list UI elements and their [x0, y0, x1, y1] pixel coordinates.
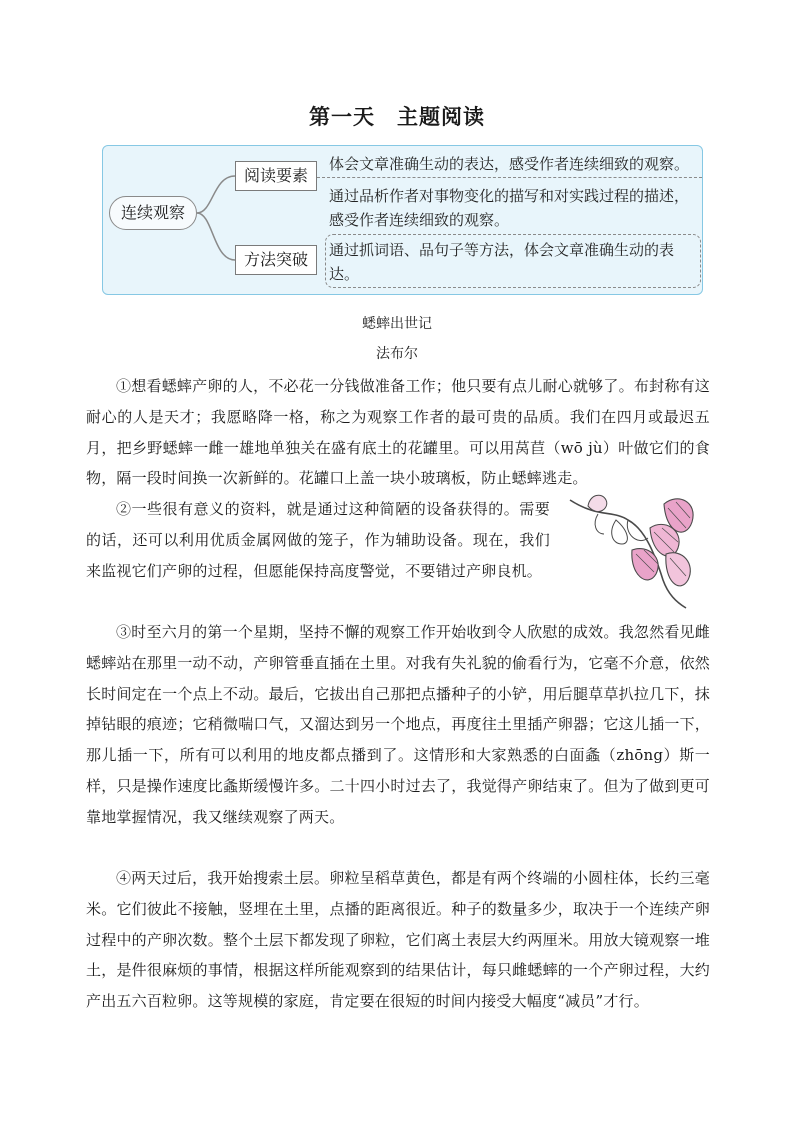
flower-illustration	[568, 488, 704, 610]
mindmap-topic: 连续观察	[109, 196, 197, 230]
paragraph-4: ④两天过后，我开始搜索土层。卵粒呈稻草黄色，都是有两个终端的小圆柱体，长约三毫米。它们彼此不接触，竖埋在土里，点播的距离很近。种子的数量多少，取决于一个连续产卵过程中的产卵次数。整个土层下都发现了卵粒，它们离土表层大约两厘米。用放大镜观察一堆土，是件很麻烦的事情，根据这样所能观察到的结果估计，每只雌蟋蟀的一个产卵过程，大约产出五六百粒卵。这等规模的家庭，肯定要在很短的时间内接受大幅度“减员”才行。	[86, 869, 710, 1011]
paragraph-2: ②一些很有意义的资料，就是通过这种简陋的设备获得的。需要的话，还可以利用优质金属网做的笼子，作为辅助设备。现在，我们来监视它们产卵的过程，但愿能保持高度警觉，不要错过产卵良机。	[86, 500, 550, 580]
paragraph-1: ①想看蟋蟀产卵的人，不必花一分钱做准备工作；他只要有点儿耐心就够了。布封称有这耐心的人是天才；我愿略降一格，称之为观察工作者的最可贵的品质。我们在四月或最迟五月，把乡野蟋蟀一雌一雄地单独关在盛有底土的花罐里。可以用莴苣（wō jù）叶做它们的食物，隔一段时间换一次新鲜的。花罐口上盖一块小玻璃板，防止蟋蟀逃走。	[86, 377, 710, 488]
article-title: 蟋蟀出世记	[362, 316, 432, 332]
divider	[317, 177, 702, 178]
mindmap-panel	[102, 145, 703, 295]
reading-element-text-1: 体会文章准确生动的表达，感受作者连续细致的观察。	[329, 155, 690, 173]
article-author: 法布尔	[376, 346, 418, 362]
branch-label-method-breakthrough: 方法突破	[235, 245, 317, 275]
reading-element-text-2: 通过品析作者对事物变化的描写和对实践过程的描述，感受作者连续细致的观察。	[329, 187, 690, 229]
branch-label-reading-elements: 阅读要素	[235, 161, 317, 191]
method-text: 通过抓词语、品句子等方法，体会文章准确生动的表达。	[329, 241, 675, 283]
page-title: 第一天 主题阅读	[309, 105, 485, 129]
paragraph-3: ③时至六月的第一个星期，坚持不懈的观察工作开始收到令人欣慰的成效。我忽然看见雌蟋蟀站在那里一动不动，产卵管垂直插在土里。对我有失礼貌的偷看行为，它毫不介意，依然长时间定在一个点上不动。最后，它拔出自己那把点播种子的小铲，用后腿草草扒拉几下，抹掉钻眼的痕迹；它稍微喘口气，又溜达到另一个地点，再度往土里插产卵器；它这儿插一下，那儿插一下，所有可以利用的地皮都点播到了。这情形和大家熟悉的白面螽（zhōng）斯一样，只是操作速度比螽斯缓慢许多。二十四小时过去了，我觉得产卵结束了。但为了做到更可靠地掌握情况，我又继续观察了两天。	[86, 623, 710, 826]
